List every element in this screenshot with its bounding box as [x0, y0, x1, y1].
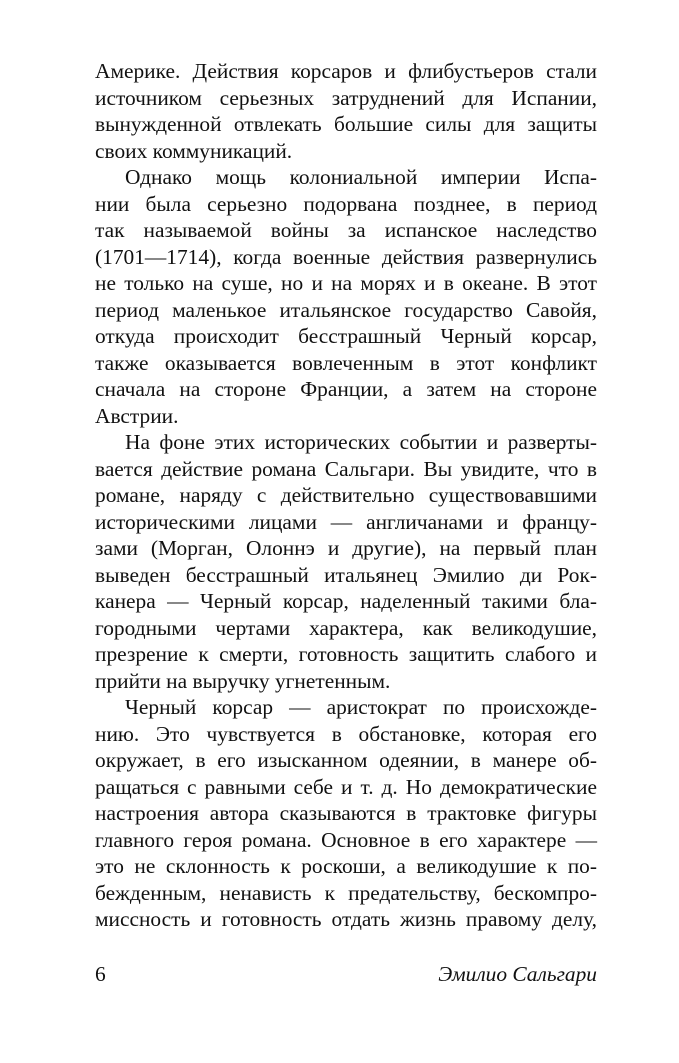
text-line: период маленькое итальянское государство Савойя,: [95, 297, 597, 322]
text-line: источником серьезных затруднений для Испании,: [95, 85, 597, 110]
text-line: историческими лицами — англичанами и францу-: [95, 509, 597, 534]
text-line: Черный корсар — аристократ по происхожде-: [125, 695, 597, 719]
text-line: откуда происходит бесстрашный Черный корсар,: [95, 324, 597, 348]
text-line: канера — Черный корсар, наделенный такими бла-: [95, 589, 597, 613]
text-line: На фоне этих исторических событии и разверты-: [125, 430, 597, 454]
text-line: зами (Морган, Олоннэ и другие), на первый план: [95, 536, 597, 560]
text-line: окружает, в его изысканном одеянии, в манере об-: [95, 748, 597, 772]
text-line: настроения автора сказываются в трактовке фигуры: [95, 801, 597, 825]
text-line: Америке. Действия корсаров и флибустьеров стали: [95, 59, 597, 83]
text-line: бежденным, ненависть к предательству, бескомпро-: [95, 880, 597, 905]
paragraph-3: [95, 429, 597, 694]
running-head: Эмилио Сальгари: [438, 962, 597, 986]
text-line: это не склонность к роскоши, а великодушие к по-: [95, 854, 597, 878]
text-line: своих коммуникаций.: [95, 138, 293, 163]
text-line: нию. Это чувствуется в обстановке, которая его: [95, 721, 597, 746]
text-line: городными чертами характера, как великодушие,: [95, 615, 597, 640]
text-line: вынужденной отвлекать большие силы для защиты: [95, 112, 597, 136]
text-line: Австрии.: [95, 403, 179, 428]
text-line: так называемой войны за испанское наследство: [95, 218, 597, 242]
page-number: 6: [95, 962, 106, 986]
text-line: ращаться с равными себе и т. д. Но демократические: [95, 774, 597, 799]
text-line: главного героя романа. Основное в его характере —: [95, 827, 597, 852]
text-line: прийти на выручку угнетенным.: [95, 668, 391, 693]
text-line: сначала на стороне Франции, а затем на стороне: [95, 377, 597, 401]
text-line: презрение к смерти, готовность защитить слабого и: [95, 642, 597, 666]
text-line: миссность и готовность отдать жизнь правому делу,: [95, 907, 597, 931]
text-line: вается действие романа Сальгари. Вы увидите, что в: [95, 456, 597, 481]
text-line: романе, наряду с действительно существовавшими: [95, 483, 597, 507]
text-line: нии была серьезно подорвана позднее, в период: [95, 191, 597, 216]
text-line: не только на суше, но и на морях и в океане. В этот: [95, 271, 597, 295]
paragraph-1: [95, 58, 597, 164]
paragraph-4: [95, 694, 597, 933]
text-line: Однако мощь колониальной империи Испа-: [125, 165, 597, 189]
text-line: также оказывается вовлеченным в этот конфликт: [95, 350, 597, 375]
page-body: [95, 58, 597, 933]
text-line: (1701—1714), когда военные действия развернулись: [95, 244, 597, 269]
text-line: выведен бесстрашный итальянец Эмилио ди Рок-: [95, 562, 597, 587]
paragraph-2: [95, 164, 597, 429]
